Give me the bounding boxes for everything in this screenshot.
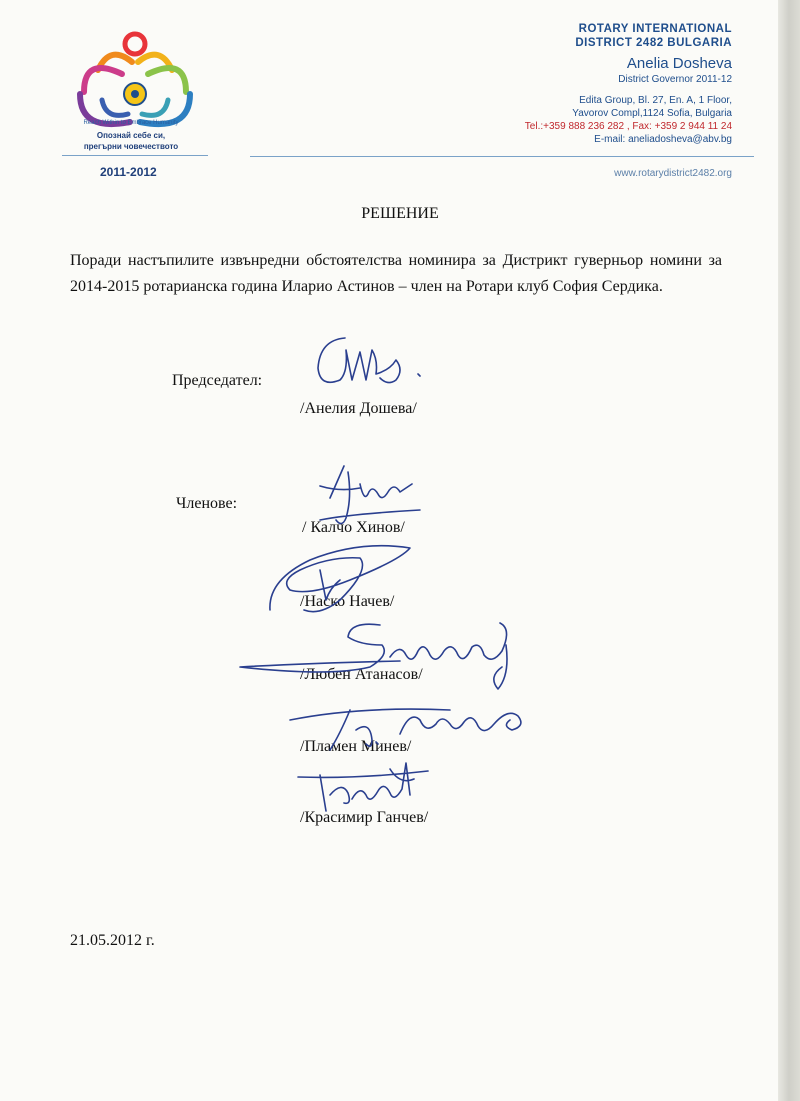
member-name-4: /Пламен Минев/ [300, 738, 412, 755]
member-signature-4 [280, 690, 540, 760]
logo-tagline-line2: прегърни човечеството [83, 142, 179, 151]
member-signature-3 [230, 615, 530, 695]
letterhead-divider [250, 156, 754, 157]
member-signature-5 [290, 755, 440, 820]
logo-divider [62, 155, 208, 156]
document-title: РЕШЕНИЕ [361, 205, 439, 222]
governor-role: District Governor 2011-12 [618, 74, 732, 85]
member-name-3: /Любен Атанасов/ [300, 666, 423, 683]
page-edge [778, 0, 800, 1101]
chair-name: /Анелия Дошева/ [300, 400, 417, 417]
letterhead [525, 22, 732, 146]
member-name-5: /Красимир Ганчев/ [300, 809, 429, 826]
phone-fax: Tel.:+359 888 236 282 , Fax: +359 2 944 11 24 [524, 121, 732, 132]
members-label: Членове: [176, 495, 238, 512]
address-line-1: Edita Group, Bl. 27, En. A, 1 Floor, [579, 95, 732, 106]
district-name: DISTRICT 2482 BULGARIA [575, 37, 732, 49]
chair-signature [300, 330, 450, 400]
decision-text: Поради настъпилите извънредни обстоятелства номинира за Дистрикт гуверньор номини за 2014-2015 ротарианска година Иларио Астинов – член на Ротари клуб София Сердика. [70, 252, 722, 295]
email: E-mail: aneliadosheva@abv.bg [594, 134, 732, 145]
org-name: ROTARY INTERNATIONAL [578, 23, 732, 35]
district-logo [70, 22, 200, 147]
member-name-1: / Калчо Хинов/ [302, 519, 405, 536]
member-signature-1 [290, 458, 440, 538]
website: www.rotarydistrict2482.org [614, 168, 732, 179]
governor-name: Anelia Dosheva [626, 55, 732, 72]
address-line-2: Yavorov Compl,1124 Sofia, Bulgaria [572, 108, 732, 119]
chair-label: Председател: [172, 372, 263, 389]
rotary-year: 2011-2012 [100, 165, 157, 179]
logo-tagline-english: Reach Within to Embrace Humanity [83, 120, 179, 126]
logo-tagline-line1: Опознай себе си, [96, 131, 166, 140]
member-name-2: /Наско Начев/ [300, 593, 395, 610]
logo-tagline-bulgarian [56, 130, 206, 152]
document-date: 21.05.2012 г. [70, 932, 155, 949]
